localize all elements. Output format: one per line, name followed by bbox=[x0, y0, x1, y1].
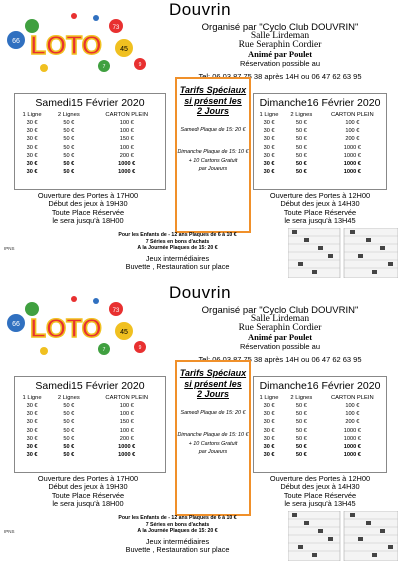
col-header: 2 Lignes bbox=[57, 395, 80, 401]
buvette: Buvette , Restauration sur place bbox=[125, 262, 230, 271]
organizer: Organisé par "Cyclo Club DOUVRIN" bbox=[201, 22, 359, 33]
kids-rates: Pour les Enfants de - 12 ans Plaques de 6 à 10 € bbox=[118, 515, 237, 521]
svg-text:66: 66 bbox=[12, 321, 20, 328]
kids-rates: Pour les Enfants de - 12 ans Plaques de 6 à 10 € bbox=[118, 232, 237, 238]
special-line-2: Dimanche Plaque de 15: 10 € bbox=[177, 149, 249, 155]
table-cell: 50 € bbox=[63, 452, 75, 459]
table-cell: 1000 € bbox=[343, 452, 361, 459]
special-title-1: Tarifs Spéciaux bbox=[179, 368, 247, 378]
table-row bbox=[254, 127, 386, 135]
col-header: CARTON PLEIN bbox=[105, 112, 149, 118]
table-cell: 30 € bbox=[263, 144, 275, 151]
bottom-info bbox=[85, 515, 270, 555]
loto-logo-icon bbox=[4, 291, 154, 361]
sunday-title: Dimanche16 Février 2020 bbox=[259, 380, 381, 392]
sunday-box bbox=[253, 93, 387, 190]
table-cell: 100 € bbox=[119, 128, 134, 135]
sunday-info bbox=[240, 192, 400, 226]
saturday-title: Samedi15 Février 2020 bbox=[35, 380, 145, 392]
table-row bbox=[254, 168, 386, 176]
table-cell: 50 € bbox=[63, 161, 75, 168]
table-cell: 30 € bbox=[263, 128, 275, 135]
ipns-footer: IPNS bbox=[4, 246, 15, 251]
table-cell: 50 € bbox=[295, 120, 307, 127]
saturday-info bbox=[2, 475, 174, 509]
table-cell: 30 € bbox=[26, 161, 38, 168]
street: Rue Seraphin Cordier bbox=[238, 323, 322, 333]
table-cell: 200 € bbox=[345, 419, 360, 426]
table-cell: 100 € bbox=[119, 427, 134, 434]
col-header: 2 Lignes bbox=[290, 112, 313, 118]
saturday-prize-table bbox=[15, 394, 165, 459]
table-cell: 50 € bbox=[295, 411, 307, 418]
organizer: Organisé par "Cyclo Club DOUVRIN" bbox=[201, 305, 359, 316]
table-cell: 50 € bbox=[63, 128, 75, 135]
table-cell: 30 € bbox=[26, 411, 38, 418]
bingo-cards-icon bbox=[288, 511, 398, 561]
table-cell: 30 € bbox=[263, 435, 275, 442]
saturday-info bbox=[2, 192, 174, 226]
table-cell: 30 € bbox=[26, 435, 38, 442]
table-cell: 30 € bbox=[263, 169, 275, 176]
table-row bbox=[15, 160, 165, 168]
special-title-1: Tarifs Spéciaux bbox=[179, 85, 247, 95]
intermediaires: Jeux intermédiaires bbox=[145, 536, 210, 546]
table-row bbox=[15, 418, 165, 426]
svg-text:9: 9 bbox=[138, 62, 142, 68]
table-row bbox=[15, 135, 165, 143]
saturday-start: Début des jeux à 19H30 bbox=[48, 199, 128, 209]
col-header: 1 Ligne bbox=[22, 112, 42, 118]
saturday-title: Samedi15 Février 2020 bbox=[35, 97, 145, 109]
table-cell: 50 € bbox=[63, 120, 75, 127]
sunday-start: Début des jeux à 14H30 bbox=[280, 482, 360, 492]
col-header: 1 Ligne bbox=[22, 395, 42, 401]
sunday-info bbox=[240, 475, 400, 509]
venue: Salle Lirdeman bbox=[250, 314, 310, 324]
logo-text: LOTO bbox=[30, 30, 102, 60]
table-cell: 50 € bbox=[63, 169, 75, 176]
svg-text:73: 73 bbox=[112, 308, 120, 314]
table-cell: 30 € bbox=[263, 452, 275, 459]
organizer-block bbox=[160, 23, 400, 81]
table-cell: 100 € bbox=[119, 411, 134, 418]
street: Rue Seraphin Cordier bbox=[238, 40, 322, 50]
table-cell: 1000 € bbox=[343, 169, 361, 176]
table-cell: 1000 € bbox=[343, 427, 361, 434]
table-row bbox=[254, 435, 386, 443]
svg-text:7: 7 bbox=[102, 64, 106, 70]
table-cell: 30 € bbox=[263, 136, 275, 143]
table-row bbox=[15, 168, 165, 176]
table-cell: 30 € bbox=[263, 120, 275, 127]
table-cell: 30 € bbox=[263, 444, 275, 451]
logo-text: LOTO bbox=[30, 313, 102, 343]
table-cell: 30 € bbox=[263, 152, 275, 159]
table-cell: 50 € bbox=[295, 403, 307, 410]
saturday-doors: Ouverture des Portes à 17H00 bbox=[37, 191, 139, 200]
table-cell: 50 € bbox=[63, 444, 75, 451]
table-row bbox=[254, 135, 386, 143]
sunday-reserved: Toute Place Réservée bbox=[283, 207, 357, 217]
series: 7 Séries en bons d'achats bbox=[145, 238, 210, 245]
town-title: Douvrin bbox=[168, 283, 232, 302]
special-line-3: + 10 Cartons Gratuit bbox=[188, 157, 238, 164]
sunday-box bbox=[253, 376, 387, 473]
table-cell: 50 € bbox=[63, 427, 75, 434]
table-cell: 30 € bbox=[263, 427, 275, 434]
sunday-title: Dimanche16 Février 2020 bbox=[259, 97, 381, 109]
saturday-reserved: Toute Place Réservée bbox=[51, 490, 125, 500]
svg-text:45: 45 bbox=[120, 329, 128, 336]
table-cell: 30 € bbox=[263, 161, 275, 168]
special-line-3: + 10 Cartons Gratuit bbox=[188, 440, 238, 447]
special-line-1: Samedi Plaque de 15: 20 € bbox=[180, 409, 246, 416]
host: Animé par Poulet bbox=[247, 332, 313, 342]
saturday-box bbox=[14, 376, 166, 473]
table-cell: 50 € bbox=[295, 161, 307, 168]
table-cell: 1000 € bbox=[343, 152, 361, 159]
table-cell: 50 € bbox=[63, 411, 75, 418]
table-cell: 100 € bbox=[119, 403, 134, 410]
svg-text:45: 45 bbox=[120, 46, 128, 53]
town-title: Douvrin bbox=[168, 0, 232, 19]
table-cell: 50 € bbox=[295, 152, 307, 159]
sunday-until: le sera jusqu'à 13H45 bbox=[284, 216, 356, 226]
table-row bbox=[15, 119, 165, 127]
table-cell: 1000 € bbox=[343, 444, 361, 451]
table-cell: 30 € bbox=[263, 419, 275, 426]
intermediaires: Jeux intermédiaires bbox=[145, 253, 210, 263]
series: 7 Séries en bons d'achats bbox=[145, 521, 210, 528]
table-row bbox=[15, 427, 165, 435]
table-cell: 50 € bbox=[295, 128, 307, 135]
table-cell: 1000 € bbox=[343, 144, 361, 151]
saturday-doors: Ouverture des Portes à 17H00 bbox=[37, 474, 139, 483]
table-cell: 1000 € bbox=[343, 161, 361, 168]
saturday-reserved: Toute Place Réservée bbox=[51, 207, 125, 217]
organizer-block bbox=[160, 306, 400, 364]
table-row bbox=[15, 152, 165, 160]
table-row bbox=[15, 410, 165, 418]
venue: Salle Lirdeman bbox=[250, 31, 310, 41]
svg-text:66: 66 bbox=[12, 38, 20, 45]
table-cell: 30 € bbox=[26, 427, 38, 434]
sunday-until: le sera jusqu'à 13H45 bbox=[284, 499, 356, 509]
special-title-2: si présent les bbox=[184, 95, 242, 106]
table-row bbox=[15, 144, 165, 152]
col-header: CARTON PLEIN bbox=[331, 395, 374, 401]
table-cell: 50 € bbox=[63, 136, 75, 143]
phones: Tel: 06 03 87 75 38 après 14H ou 06 47 62 63 95 bbox=[198, 72, 362, 81]
table-row bbox=[254, 451, 386, 459]
sunday-doors: Ouverture des Portes à 12H00 bbox=[269, 191, 371, 200]
col-header: 2 Lignes bbox=[290, 395, 313, 401]
table-cell: 1000 € bbox=[118, 452, 136, 459]
table-cell: 30 € bbox=[26, 444, 38, 451]
table-cell: 50 € bbox=[295, 427, 307, 434]
col-header: 1 Ligne bbox=[259, 112, 279, 118]
phones: Tel: 06 03 87 75 38 après 14H ou 06 47 62 63 95 bbox=[198, 355, 362, 364]
table-cell: 50 € bbox=[295, 444, 307, 451]
table-cell: 30 € bbox=[26, 403, 38, 410]
table-cell: 100 € bbox=[345, 128, 360, 135]
table-row bbox=[254, 410, 386, 418]
table-row bbox=[254, 119, 386, 127]
flyer-top bbox=[0, 0, 400, 282]
table-row bbox=[15, 127, 165, 135]
table-cell: 200 € bbox=[119, 435, 134, 442]
svg-text:9: 9 bbox=[138, 345, 142, 351]
table-cell: 50 € bbox=[63, 419, 75, 426]
table-cell: 1000 € bbox=[118, 169, 136, 176]
sunday-prize-table bbox=[254, 111, 386, 176]
special-title-3: 2 Jours bbox=[196, 106, 229, 116]
table-cell: 150 € bbox=[119, 136, 134, 143]
table-row bbox=[15, 435, 165, 443]
table-cell: 1000 € bbox=[118, 444, 136, 451]
table-cell: 50 € bbox=[295, 435, 307, 442]
special-title-2: si présent les bbox=[184, 378, 242, 389]
table-cell: 50 € bbox=[63, 152, 75, 159]
special-line-4: par Joueurs bbox=[198, 166, 228, 172]
special-line-4: par Joueurs bbox=[198, 449, 228, 455]
sunday-doors: Ouverture des Portes à 12H00 bbox=[269, 474, 371, 483]
col-header: CARTON PLEIN bbox=[105, 395, 149, 401]
booking: Réservation possible au bbox=[239, 342, 321, 351]
table-row bbox=[254, 160, 386, 168]
table-row bbox=[254, 144, 386, 152]
table-cell: 30 € bbox=[263, 403, 275, 410]
table-cell: 50 € bbox=[63, 403, 75, 410]
day-plates: A la Journée Plaques de 15: 20 € bbox=[137, 528, 218, 534]
table-row bbox=[254, 418, 386, 426]
table-cell: 1000 € bbox=[118, 161, 136, 168]
booking: Réservation possible au bbox=[239, 59, 321, 68]
table-cell: 30 € bbox=[26, 419, 38, 426]
table-row bbox=[254, 402, 386, 410]
table-cell: 150 € bbox=[119, 419, 134, 426]
sunday-start: Début des jeux à 14H30 bbox=[280, 199, 360, 209]
flyer-bottom bbox=[0, 283, 400, 565]
table-cell: 50 € bbox=[63, 435, 75, 442]
table-cell: 30 € bbox=[26, 128, 38, 135]
ipns-footer: IPNS bbox=[4, 529, 15, 534]
saturday-box bbox=[14, 93, 166, 190]
table-cell: 200 € bbox=[345, 136, 360, 143]
table-cell: 50 € bbox=[295, 136, 307, 143]
sunday-reserved: Toute Place Réservée bbox=[283, 490, 357, 500]
table-cell: 100 € bbox=[345, 411, 360, 418]
host: Animé par Poulet bbox=[247, 49, 313, 59]
svg-text:73: 73 bbox=[112, 25, 120, 31]
col-header: CARTON PLEIN bbox=[331, 112, 374, 118]
table-cell: 30 € bbox=[26, 152, 38, 159]
bingo-cards-icon bbox=[288, 228, 398, 278]
buvette: Buvette , Restauration sur place bbox=[125, 545, 230, 554]
loto-logo-icon bbox=[4, 8, 154, 78]
special-line-2: Dimanche Plaque de 15: 10 € bbox=[177, 432, 249, 438]
table-cell: 50 € bbox=[63, 144, 75, 151]
saturday-start: Début des jeux à 19H30 bbox=[48, 482, 128, 492]
table-cell: 1000 € bbox=[343, 435, 361, 442]
day-plates: A la Journée Plaques de 15: 20 € bbox=[137, 245, 218, 251]
table-row bbox=[15, 402, 165, 410]
bottom-info bbox=[85, 232, 270, 272]
sunday-prize-table bbox=[254, 394, 386, 459]
table-cell: 50 € bbox=[295, 419, 307, 426]
special-title-3: 2 Jours bbox=[196, 389, 229, 399]
table-cell: 30 € bbox=[26, 452, 38, 459]
saturday-prize-table bbox=[15, 111, 165, 176]
table-cell: 50 € bbox=[295, 169, 307, 176]
table-row bbox=[15, 451, 165, 459]
table-cell: 30 € bbox=[26, 144, 38, 151]
table-cell: 30 € bbox=[263, 411, 275, 418]
col-header: 1 Ligne bbox=[259, 395, 279, 401]
table-cell: 50 € bbox=[295, 144, 307, 151]
col-header: 2 Lignes bbox=[57, 112, 80, 118]
table-cell: 100 € bbox=[119, 120, 134, 127]
table-cell: 200 € bbox=[119, 152, 134, 159]
table-cell: 50 € bbox=[295, 452, 307, 459]
saturday-until: le sera jusqu'à 18H00 bbox=[52, 216, 124, 226]
table-cell: 30 € bbox=[26, 136, 38, 143]
table-cell: 100 € bbox=[345, 120, 360, 127]
special-line-1: Samedi Plaque de 15: 20 € bbox=[180, 126, 246, 133]
table-cell: 30 € bbox=[26, 169, 38, 176]
svg-text:7: 7 bbox=[102, 347, 106, 353]
table-cell: 100 € bbox=[119, 144, 134, 151]
table-row bbox=[254, 152, 386, 160]
table-row bbox=[15, 443, 165, 451]
table-cell: 30 € bbox=[26, 120, 38, 127]
table-row bbox=[254, 427, 386, 435]
table-row bbox=[254, 443, 386, 451]
table-cell: 100 € bbox=[345, 403, 360, 410]
saturday-until: le sera jusqu'à 18H00 bbox=[52, 499, 124, 509]
